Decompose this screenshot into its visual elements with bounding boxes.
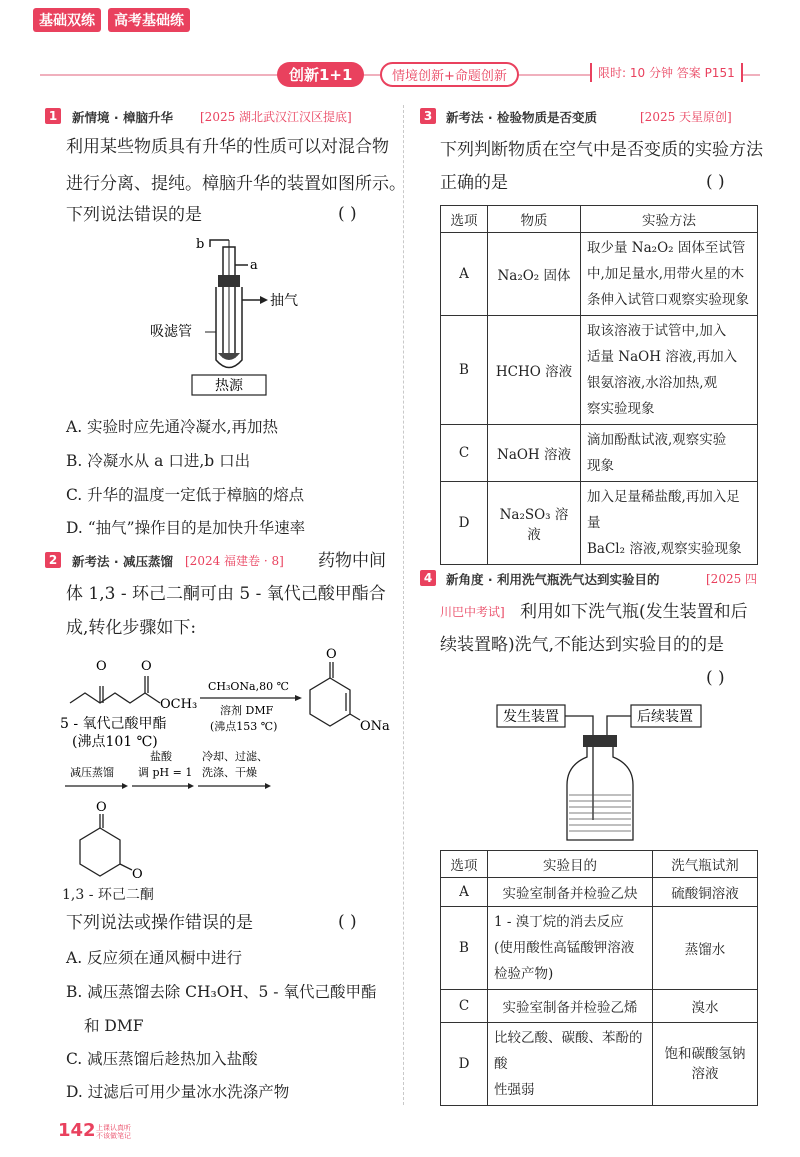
goal-cell <box>488 878 653 907</box>
question-ask: 下列说法或操作错误的是 <box>66 913 253 933</box>
q3-table <box>440 205 758 565</box>
method-line: 中,加足量水,用带火星的木 <box>587 266 745 282</box>
question-text-line: 利用某些物质具有升华的性质可以对混合物 <box>66 137 389 157</box>
reagent-cell: 饱和碳酸氢钠 溶液 <box>653 1023 758 1106</box>
footer-note: 上课认真听 不该做笔记 <box>96 1124 131 1140</box>
goal-cell <box>488 990 653 1023</box>
table-row <box>441 482 758 565</box>
substance-cell: HCHO 溶液 <box>488 316 581 425</box>
method-line: 察实验现象 <box>587 401 655 417</box>
question-label: 新角度 · 利用洗气瓶洗气达到实验目的 <box>446 572 660 587</box>
gas-washing-bottle-figure <box>495 695 715 845</box>
pump-label: 抽气 <box>270 293 298 309</box>
goal-line: 性强弱 <box>494 1082 535 1098</box>
option-cell: C <box>441 425 488 482</box>
chapter-subtitle: 情境创新+命题创新 <box>380 62 519 87</box>
method-line: 现象 <box>587 458 614 474</box>
table-row <box>441 425 758 482</box>
header-cell: 实验目的 <box>488 851 653 878</box>
goal-line: 比较乙酸、碳酸、苯酚的酸 <box>494 1030 643 1072</box>
option-a: A. 实验时应先通冷凝水,再加热 <box>66 418 278 436</box>
goal-cell <box>488 1023 653 1106</box>
header-cell: 物质 <box>488 206 581 233</box>
table-row <box>441 233 758 316</box>
question-number: 2 <box>45 552 61 568</box>
goal-line: 实验室制备并检验乙炔 <box>502 886 638 902</box>
reactant-bp: (沸点101 ℃) <box>72 734 158 750</box>
step-acid: 盐酸 <box>150 750 172 763</box>
method-line: 滴加酚酞试液,观察实验 <box>587 432 727 448</box>
table-row <box>441 878 758 907</box>
table-row <box>441 990 758 1023</box>
column-divider <box>403 105 404 1105</box>
question-text-line: 利用如下洗气瓶(发生装置和后 <box>520 602 748 622</box>
goal-line: 1 - 溴丁烷的消去反应 <box>494 914 624 930</box>
header-cell: 洗气瓶试剂 <box>653 851 758 878</box>
option-cell: A <box>441 233 488 316</box>
substance-cell: NaOH 溶液 <box>488 425 581 482</box>
reactant-name: 5 - 氧代己酸甲酯 <box>60 716 167 732</box>
condition-solvent: 溶剂 DMF <box>220 704 274 717</box>
question-source: 川巴中考试] <box>440 605 505 619</box>
table-row <box>441 907 758 990</box>
section-tag: 高考基础练 <box>108 8 190 32</box>
question-text-line: 续装置略)洗气,不能达到实验目的的是 <box>440 635 725 655</box>
condition-bp: (沸点153 ℃) <box>210 720 278 733</box>
header-cell: 选项 <box>441 851 488 878</box>
substance-cell: Na₂O₂ 固体 <box>488 233 581 316</box>
answer-blank: ( ) <box>338 912 357 932</box>
substance-cell: Na₂SO₃ 溶液 <box>488 482 581 565</box>
heat-source-label: 热源 <box>215 378 243 394</box>
inlet-a-label: a <box>250 258 258 273</box>
goal-line: 检验产物) <box>494 966 554 982</box>
method-line: 取该溶液于试管中,加入 <box>587 323 727 339</box>
synthesis-scheme-figure <box>60 648 400 878</box>
question-number: 4 <box>420 570 436 586</box>
oxygen-label: O <box>326 648 337 662</box>
option-cell: B <box>441 316 488 425</box>
method-line: 条伸入试管口观察实验现象 <box>587 292 749 308</box>
time-limit-label: 限时: 10 分钟 答案 P151 <box>590 63 743 82</box>
method-line: BaCl₂ 溶液,观察实验现象 <box>587 541 742 557</box>
method-line: 适量 NaOH 溶液,再加入 <box>587 349 738 365</box>
method-line: 加入足量稀盐酸,再加入足量 <box>587 489 740 531</box>
option-b: B. 减压蒸馏去除 CH₃OH、5 - 氧代己酸甲酯 <box>66 983 377 1001</box>
reagent-cell: 硫酸铜溶液 <box>653 878 758 907</box>
option-cell: A <box>441 878 488 907</box>
method-cell <box>581 316 758 425</box>
sublimation-apparatus-figure <box>130 235 350 400</box>
method-line: 银氨溶液,水浴加热,观 <box>587 375 718 391</box>
question-label: 新考法 · 检验物质是否变质 <box>446 110 597 125</box>
option-b-cont: 和 DMF <box>84 1017 144 1035</box>
oxygen-label: O <box>141 659 152 674</box>
question-label: 新情境 · 樟脑升华 <box>72 110 173 125</box>
reagent-cell: 蒸馏水 <box>653 907 758 990</box>
option-d: D. “抽气”操作目的是加快升华速率 <box>66 519 306 537</box>
oxygen-label: O <box>96 800 107 815</box>
step-wash: 洗涤、干燥 <box>202 766 257 779</box>
goal-line: (使用酸性高锰酸钾溶液 <box>494 940 635 956</box>
step-cool: 冷却、过滤、 <box>202 750 268 763</box>
question-source: [2025 四 <box>706 572 758 586</box>
method-cell <box>581 233 758 316</box>
header-cell: 实验方法 <box>581 206 758 233</box>
product-name: 1,3 - 环己二酮 <box>62 887 154 903</box>
table-row <box>441 1023 758 1106</box>
question-label: 新考法 · 减压蒸馏 <box>72 554 173 569</box>
table-header-row <box>441 851 758 878</box>
goal-line: 实验室制备并检验乙烯 <box>502 1000 638 1016</box>
q4-table <box>440 850 758 1106</box>
methoxy-label: OCH₃ <box>160 697 198 712</box>
question-source: [2024 福建卷 · 8] <box>185 554 284 568</box>
method-cell <box>581 482 758 565</box>
filter-tube-label: 吸滤管 <box>150 324 192 340</box>
option-c: C. 减压蒸馏后趁热加入盐酸 <box>66 1050 258 1068</box>
chapter-pill: 创新1+1 <box>277 62 364 87</box>
header-cell: 选项 <box>441 206 488 233</box>
method-cell <box>581 425 758 482</box>
table-row <box>441 316 758 425</box>
outlet-b-label: b <box>196 237 205 252</box>
option-cell: D <box>441 1023 488 1106</box>
goal-cell <box>488 907 653 990</box>
receiver-label: 后续装置 <box>637 709 693 725</box>
question-text-line: 正确的是 <box>440 173 508 193</box>
option-c: C. 升华的温度一定低于樟脑的熔点 <box>66 486 305 504</box>
oxygen-label: O <box>96 659 107 674</box>
question-number: 1 <box>45 108 61 124</box>
question-source: [2025 湖北武汉江汉区提底] <box>200 110 352 124</box>
option-d: D. 过滤后可用少量冰水洗涤产物 <box>66 1083 290 1101</box>
question-text-line: 体 1,3 - 环己二酮可由 5 - 氧代己酸甲酯合 <box>66 584 386 604</box>
step-ph: 调 pH = 1 <box>138 766 193 779</box>
generator-label: 发生装置 <box>503 709 559 725</box>
answer-blank: ( ) <box>706 668 725 688</box>
condition-reagent: CH₃ONa,80 ℃ <box>208 680 289 693</box>
question-number: 3 <box>420 108 436 124</box>
answer-blank: ( ) <box>338 204 357 224</box>
question-text-line: 成,转化步骤如下: <box>66 618 197 638</box>
series-tag: 基础双练 <box>33 8 101 32</box>
option-b: B. 冷凝水从 a 口进,b 口出 <box>66 452 251 470</box>
page-number: 142 <box>58 1120 96 1141</box>
table-header-row <box>441 206 758 233</box>
step-distill: 减压蒸馏 <box>70 766 114 779</box>
answer-blank: ( ) <box>706 172 725 192</box>
question-source: [2025 天星原创] <box>640 110 732 124</box>
reagent-cell: 溴水 <box>653 990 758 1023</box>
question-text-line: 下列说法错误的是 <box>66 205 202 225</box>
option-cell: B <box>441 907 488 990</box>
question-text-line: 下列判断物质在空气中是否变质的实验方法 <box>440 140 763 160</box>
question-text-line: 进行分离、提纯。樟脑升华的装置如图所示。 <box>66 174 406 194</box>
option-a: A. 反应须在通风橱中进行 <box>66 949 243 967</box>
oxygen-label: O <box>132 867 143 878</box>
option-cell: D <box>441 482 488 565</box>
option-cell: C <box>441 990 488 1023</box>
method-line: 取少量 Na₂O₂ 固体至试管 <box>587 240 746 256</box>
enolate-label: ONa <box>360 719 390 734</box>
question-text-line: 药物中间 <box>318 551 386 571</box>
